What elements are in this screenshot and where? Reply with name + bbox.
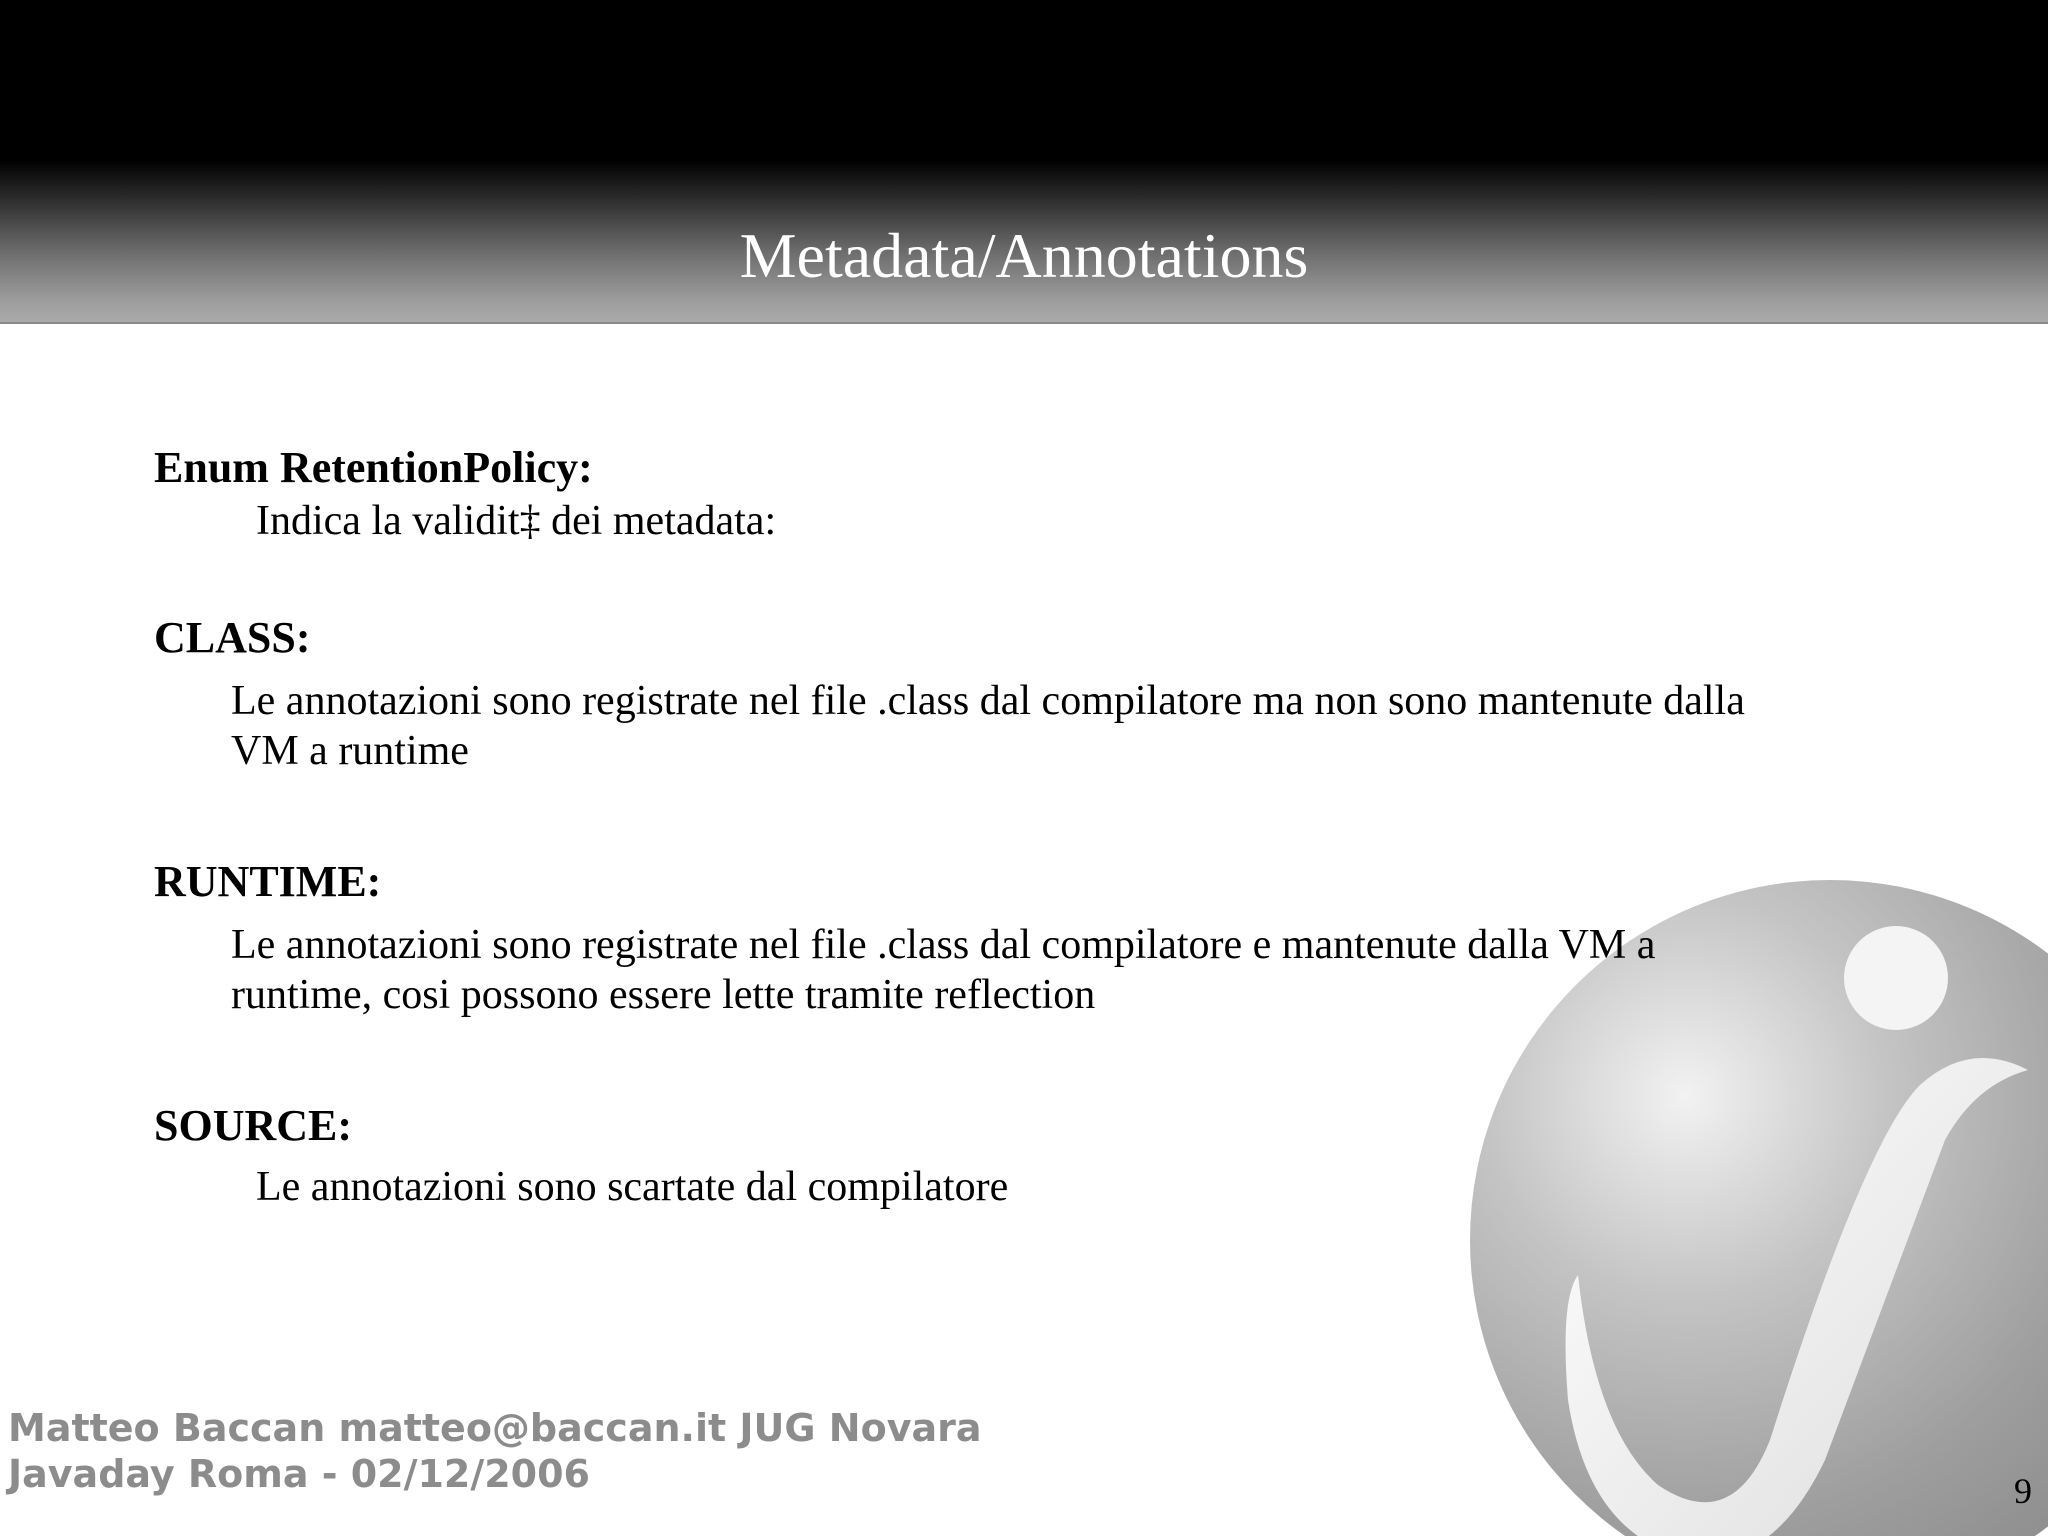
class-text-line-1: Le annotazioni sono registrate nel file .class dal compilatore ma non sono mantenute dalla [231, 678, 1745, 724]
content [154, 440, 1914, 1212]
footer-event: Javaday Roma - 02/12/2006 [8, 1452, 590, 1496]
runtime-text-line-1: Le annotazioni sono registrate nel file .class dal compilatore e mantenute dalla VM a [231, 922, 1656, 968]
runtime-text-line-2: runtime, cosi possono essere lette tramite reflection [231, 972, 1096, 1018]
source-text: Le annotazioni sono scartate dal compilatore [256, 1164, 1009, 1210]
footer-author: Matteo Baccan matteo@baccan.it JUG Novara [8, 1406, 982, 1450]
class-heading: CLASS: [154, 613, 311, 662]
page-number: 9 [2014, 1471, 2032, 1511]
footer [8, 1405, 982, 1497]
class-text-line-2: VM a runtime [231, 728, 469, 774]
intro-heading: Enum RetentionPolicy: [154, 443, 593, 492]
runtime-heading: RUNTIME: [154, 857, 382, 906]
source-heading: SOURCE: [154, 1101, 353, 1150]
slide-title: Metadata/Annotations [739, 220, 1309, 291]
intro-text: Indica la validit‡ dei metadata: [256, 498, 777, 544]
